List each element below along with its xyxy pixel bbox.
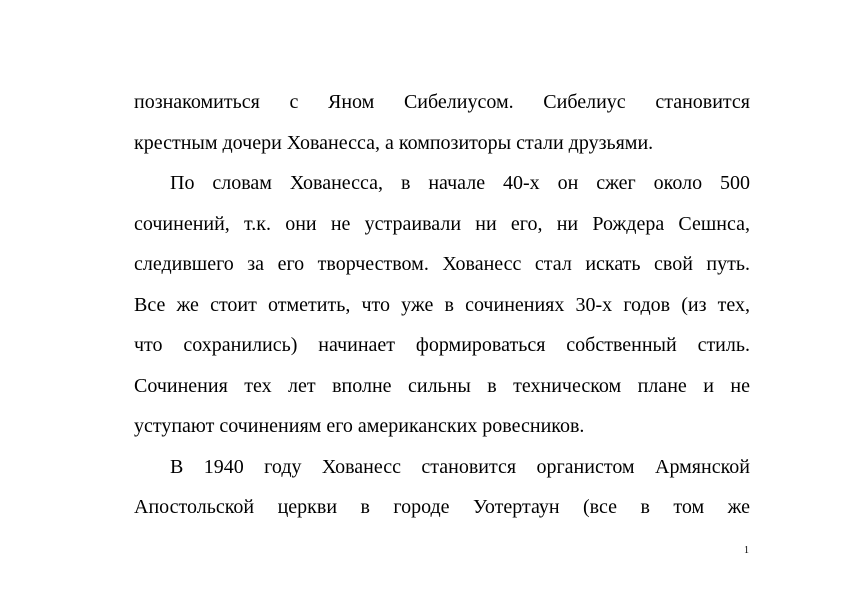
text-line: Сочинения тех лет вполне сильны в техническом плане и не	[134, 374, 750, 397]
text-line: познакомиться с Яном Сибелиусом. Сибелиус становится	[134, 91, 750, 113]
paragraph	[134, 163, 750, 447]
body-text	[134, 82, 750, 528]
page-number: 1	[744, 545, 749, 556]
text-line: По словам Хованесса, в начале 40-х он сжег около 500	[170, 172, 750, 194]
text-line: Апостольской церкви в городе Уотертаун (все в том же	[134, 496, 750, 518]
text-line: сочинений, т.к. они не устраивали ни его, ни Рождера Сешнса,	[134, 212, 750, 235]
text-line: Все же стоит отметить, что уже в сочинениях 30-х годов (из тех,	[134, 293, 750, 316]
text-line: уступают сочинениям его американских ровесников.	[134, 415, 585, 437]
paragraph	[134, 447, 750, 528]
text-line: крестным дочери Хованесса, а композиторы стали друзьями.	[134, 131, 654, 154]
paragraph	[134, 82, 750, 163]
text-line: следившего за его творчеством. Хованесс стал искать свой путь.	[134, 253, 750, 275]
text-line: В 1940 году Хованесс становится органистом Армянской	[170, 455, 750, 478]
text-line: что сохранились) начинает формироваться собственный стиль.	[134, 334, 750, 356]
